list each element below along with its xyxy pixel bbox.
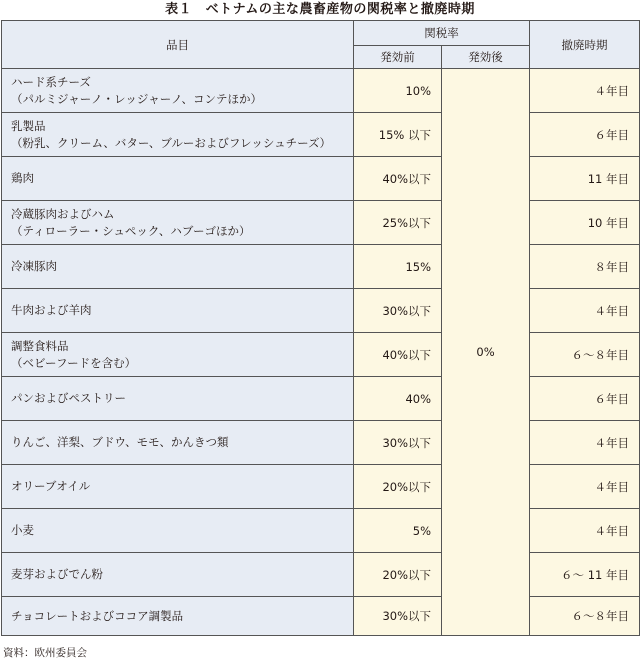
item-name: 冷凍豚肉 — [11, 259, 57, 273]
tariff-after-cell: 0% — [442, 69, 530, 636]
item-cell — [2, 377, 354, 421]
table-row — [2, 289, 640, 333]
table-row — [2, 245, 640, 289]
item-cell — [2, 465, 354, 509]
elimination-period-cell: ６～８年目 — [530, 597, 640, 636]
header-period: 撤廃時期 — [530, 21, 640, 69]
item-cell — [2, 201, 354, 245]
header-after: 発効後 — [442, 46, 530, 69]
item-detail: （パルミジャーノ・レッジャーノ、コンテほか） — [11, 91, 263, 106]
table-row — [2, 421, 640, 465]
header-item: 品目 — [2, 21, 354, 69]
table-row — [2, 377, 640, 421]
elimination-period-cell: ６～８年目 — [530, 333, 640, 377]
elimination-period-cell: ６～ 11 年目 — [530, 553, 640, 597]
tariff-before-cell: 30%以下 — [354, 597, 442, 636]
table-row — [2, 553, 640, 597]
table-title: 表１ ベトナムの主な農畜産物の関税率と撤廃時期 — [165, 2, 475, 17]
tariff-before-cell: 40% — [354, 377, 442, 421]
elimination-period-cell: ６年目 — [530, 113, 640, 157]
table-row — [2, 113, 640, 157]
item-cell — [2, 421, 354, 465]
item-name: 鶏肉 — [11, 171, 34, 185]
item-name: チョコレートおよびココア調製品 — [11, 608, 184, 623]
item-cell — [2, 509, 354, 553]
tariff-before-cell: 30%以下 — [354, 421, 442, 465]
item-cell — [2, 69, 354, 113]
elimination-period-cell: ４年目 — [530, 289, 640, 333]
header-before: 発効前 — [354, 46, 442, 69]
elimination-period-cell: ６年目 — [530, 377, 640, 421]
item-name: オリーブオイル — [11, 479, 91, 493]
item-cell — [2, 289, 354, 333]
item-name: 乳製品 — [11, 118, 46, 133]
item-cell — [2, 113, 354, 157]
elimination-period-cell: ４年目 — [530, 421, 640, 465]
table-row — [2, 157, 640, 201]
elimination-period-cell: ４年目 — [530, 69, 640, 113]
tariff-before-cell: 25%以下 — [354, 201, 442, 245]
item-name: 小麦 — [11, 523, 34, 537]
tariff-before-cell: 30%以下 — [354, 289, 442, 333]
tariff-before-cell: 20%以下 — [354, 553, 442, 597]
elimination-period-cell: 10 年目 — [530, 201, 640, 245]
item-name: 調整食料品 — [11, 338, 69, 353]
table-row — [2, 597, 640, 636]
header-tariff: 関税率 — [354, 21, 530, 46]
table-body — [2, 69, 640, 636]
item-detail: （ティローラー・シュペック、ハブーゴほか） — [11, 223, 251, 238]
item-name: 牛肉および羊肉 — [11, 303, 92, 317]
tariff-before-cell: 10% — [354, 69, 442, 113]
elimination-period-cell: 11 年目 — [530, 157, 640, 201]
source-note: 資料：欧州委員会 — [3, 647, 87, 659]
item-cell — [2, 245, 354, 289]
table-row — [2, 333, 640, 377]
item-name: ハード系チーズ — [11, 74, 91, 89]
tariff-before-cell: 5% — [354, 509, 442, 553]
elimination-period-cell: ４年目 — [530, 465, 640, 509]
tariff-before-cell: 20%以下 — [354, 465, 442, 509]
item-name: パンおよびペストリー — [11, 391, 126, 405]
item-cell — [2, 597, 354, 636]
item-cell — [2, 553, 354, 597]
table-row — [2, 509, 640, 553]
item-name: りんご、洋梨、ブドウ、モモ、かんきつ類 — [11, 435, 229, 449]
item-name: 麦芽およびでん粉 — [11, 567, 103, 581]
item-cell — [2, 157, 354, 201]
tariff-before-cell: 40%以下 — [354, 333, 442, 377]
item-cell — [2, 333, 354, 377]
elimination-period-cell: ４年目 — [530, 509, 640, 553]
table-row — [2, 465, 640, 509]
tariff-before-cell: 15% — [354, 245, 442, 289]
elimination-period-cell: ８年目 — [530, 245, 640, 289]
tariff-table — [1, 20, 640, 636]
table-row — [2, 69, 640, 113]
item-name: 冷蔵豚肉およびハム — [11, 206, 115, 221]
item-detail: （ベビーフードを含む） — [11, 355, 137, 370]
item-detail: （粉乳、クリーム、バター、ブルーおよびフレッシュチーズ） — [11, 135, 332, 150]
tariff-before-cell: 40%以下 — [354, 157, 442, 201]
table-row — [2, 201, 640, 245]
tariff-before-cell: 15% 以下 — [354, 113, 442, 157]
